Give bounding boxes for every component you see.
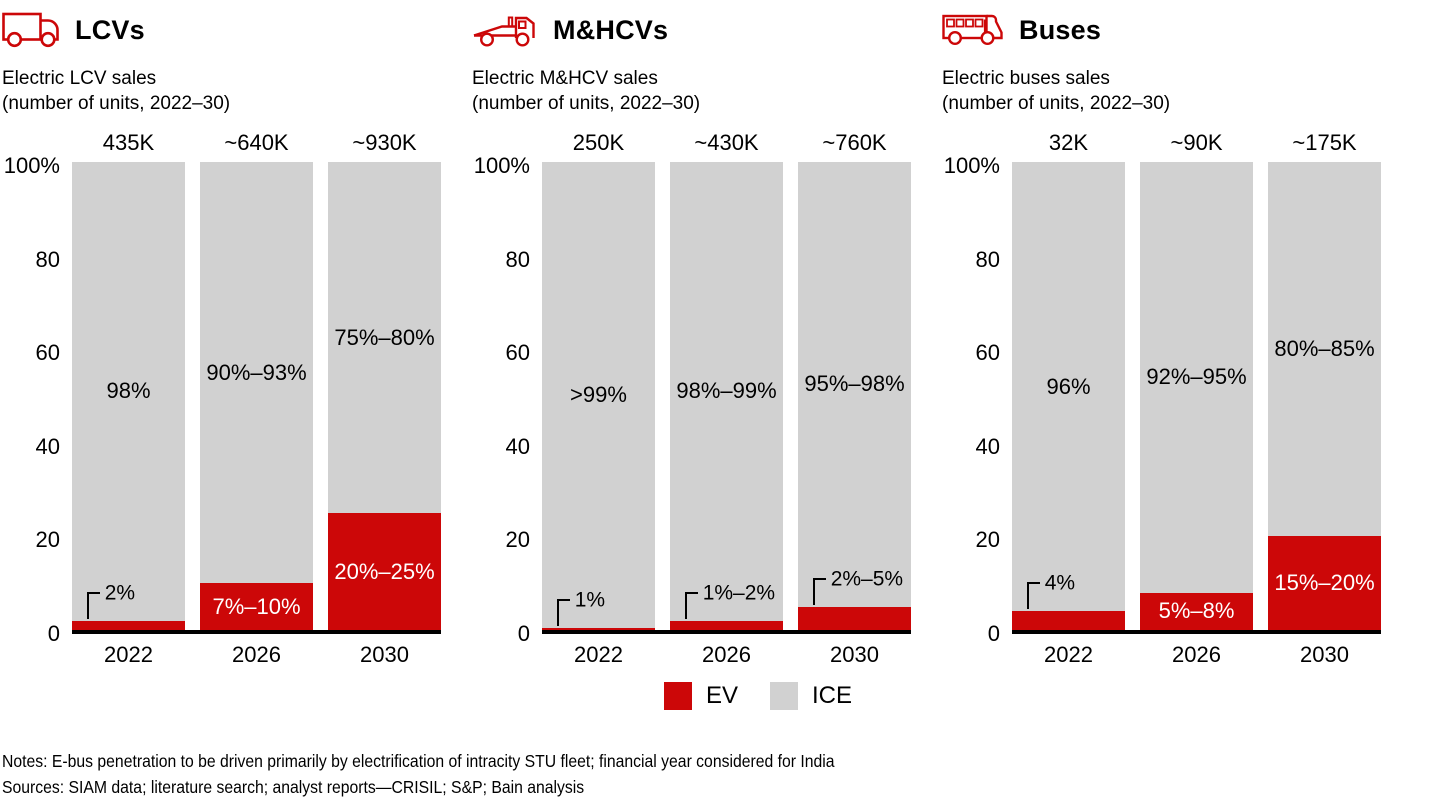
ice-label: >99% [570,381,627,407]
ice-segment [200,162,313,583]
ev-segment [200,583,313,630]
bar-2030 [798,130,911,630]
subtitle-line-1: Electric M&HCV sales [472,68,658,89]
buses-chart [940,130,1400,646]
callout-leader-line [557,599,570,626]
bar-2026 [670,130,783,630]
ev-callout [1027,571,1076,609]
subtitle-line-1: Electric LCV sales [2,68,157,89]
lcv-panel-header [0,8,470,52]
ev-segment [1140,593,1253,630]
ev-segment [670,621,783,630]
lcv-panel [0,8,470,668]
lcv-chart [0,130,470,646]
y-tick: 80 [35,246,60,272]
y-tick: 0 [987,621,1000,646]
y-tick: 40 [35,433,60,459]
x-axis [72,642,470,668]
panel-title: LCVs [75,14,145,45]
notes-line: Notes: E-bus penetration to be driven primarily by electrification of intracity STU fleet; financial year considered for India [2,751,835,771]
buses-panel [940,8,1400,668]
y-tick: 100% [473,153,530,178]
ev-segment [1012,611,1125,630]
bar-2030 [1268,130,1381,630]
lcv-truck-icon [2,9,60,51]
subtitle-line-2: (number of units, 2022–30) [942,93,1171,114]
panel-subtitle [0,66,470,116]
ev-label: 2% [104,581,136,605]
subtitle-line-2: (number of units, 2022–30) [2,93,231,114]
ice-label: 95%–98% [804,371,905,397]
y-tick: 60 [505,340,530,366]
ice-label: 98%–99% [676,378,777,404]
total-label: ~930K [352,130,417,155]
ice-label: 96% [1046,373,1091,399]
ev-segment [1268,536,1381,630]
ice-segment [1268,162,1381,536]
subtitle-line-2: (number of units, 2022–30) [472,93,701,114]
ev-label: 5%–8% [1158,598,1235,624]
bars-area [1012,130,1381,634]
ev-label: 2%–5% [830,567,904,591]
total-label: 435K [102,130,155,155]
total-label: ~90K [1170,130,1223,155]
ice-label: 90%–93% [206,359,307,385]
y-axis [0,153,72,646]
x-axis [542,642,940,668]
subtitle-line-1: Electric buses sales [942,68,1110,89]
y-tick: 80 [505,246,530,272]
total-label: 250K [572,130,625,155]
y-tick: 20 [35,527,60,553]
ice-segment [798,162,911,607]
year-label: 2026 [702,642,751,667]
bus-icon [942,10,1004,50]
ev-callout [685,581,776,619]
y-tick: 40 [505,433,530,459]
legend-swatch-ice [770,682,798,710]
bars-area [542,130,911,634]
total-label: ~640K [224,130,289,155]
year-label: 2022 [574,642,623,667]
callout-leader-line [1027,582,1040,609]
y-tick: 60 [975,340,1000,366]
bar-2022 [1012,130,1125,630]
ice-segment [1012,162,1125,611]
panel-subtitle [940,66,1400,116]
ice-segment [1140,162,1253,593]
ev-label: 1% [574,588,606,612]
ev-label: 20%–25% [334,558,435,584]
ev-segment [328,513,441,630]
ice-segment [72,162,185,621]
y-tick: 80 [975,246,1000,272]
y-tick: 20 [975,527,1000,553]
ev-callout [813,567,904,605]
ev-segment [72,621,185,630]
year-label: 2026 [232,642,281,667]
ev-callout [87,581,136,619]
legend-label-ev: EV [705,682,738,709]
y-tick: 40 [975,433,1000,459]
legend [664,682,870,710]
legend-label-ice: ICE [812,682,853,709]
legend-swatch-ev [664,682,692,710]
ice-label: 92%–95% [1146,364,1247,390]
year-label: 2022 [104,642,153,667]
y-tick: 20 [505,527,530,553]
panel-subtitle [470,66,940,116]
total-label: 32K [1048,130,1089,155]
year-label: 2030 [1300,642,1349,667]
callout-leader-line [685,592,698,619]
ev-segment [542,628,655,630]
y-tick: 100% [3,153,60,178]
ev-label: 1%–2% [702,581,776,605]
ice-label: 75%–80% [334,324,435,350]
total-label: ~760K [822,130,887,155]
y-tick: 60 [35,340,60,366]
year-label: 2022 [1044,642,1093,667]
ev-label: 15%–20% [1274,570,1375,596]
x-axis [1012,642,1400,668]
y-axis [470,153,542,646]
panel-title: Buses [1019,14,1102,45]
bar-2026 [1140,130,1253,630]
year-label: 2030 [830,642,879,667]
y-tick: 0 [47,621,60,646]
ev-label: 7%–10% [212,593,301,619]
ev-segment [798,607,911,630]
mhcv-chart [470,130,940,646]
mhcv-panel-header [470,8,940,52]
ice-label: 80%–85% [1274,336,1375,362]
bar-2026 [200,130,313,630]
legend-wrap [0,682,1440,710]
callout-leader-line [813,578,826,605]
y-tick: 100% [943,153,1000,178]
ev-callout [557,588,606,626]
ice-segment [328,162,441,513]
y-tick: 0 [517,621,530,646]
panel-title: M&HCVs [553,14,669,45]
ice-label: 98% [106,378,151,404]
year-label: 2026 [1172,642,1221,667]
callout-leader-line [87,592,100,619]
mhcv-truck-icon [472,10,538,50]
bar-2022 [542,130,655,630]
ice-segment [542,162,655,628]
buses-panel-header [940,8,1400,52]
bar-2022 [72,130,185,630]
year-label: 2030 [360,642,409,667]
bars-area [72,130,441,634]
sources-line: Sources: SIAM data; literature search; analyst reports—CRISIL; S&P; Bain analysis [2,777,585,797]
total-label: ~175K [1292,130,1357,155]
ice-segment [670,162,783,621]
total-label: ~430K [694,130,759,155]
mhcv-panel [470,8,940,668]
footer [0,748,1440,800]
bar-2030 [328,130,441,630]
ev-label: 4% [1044,571,1076,595]
y-axis [940,153,1012,646]
